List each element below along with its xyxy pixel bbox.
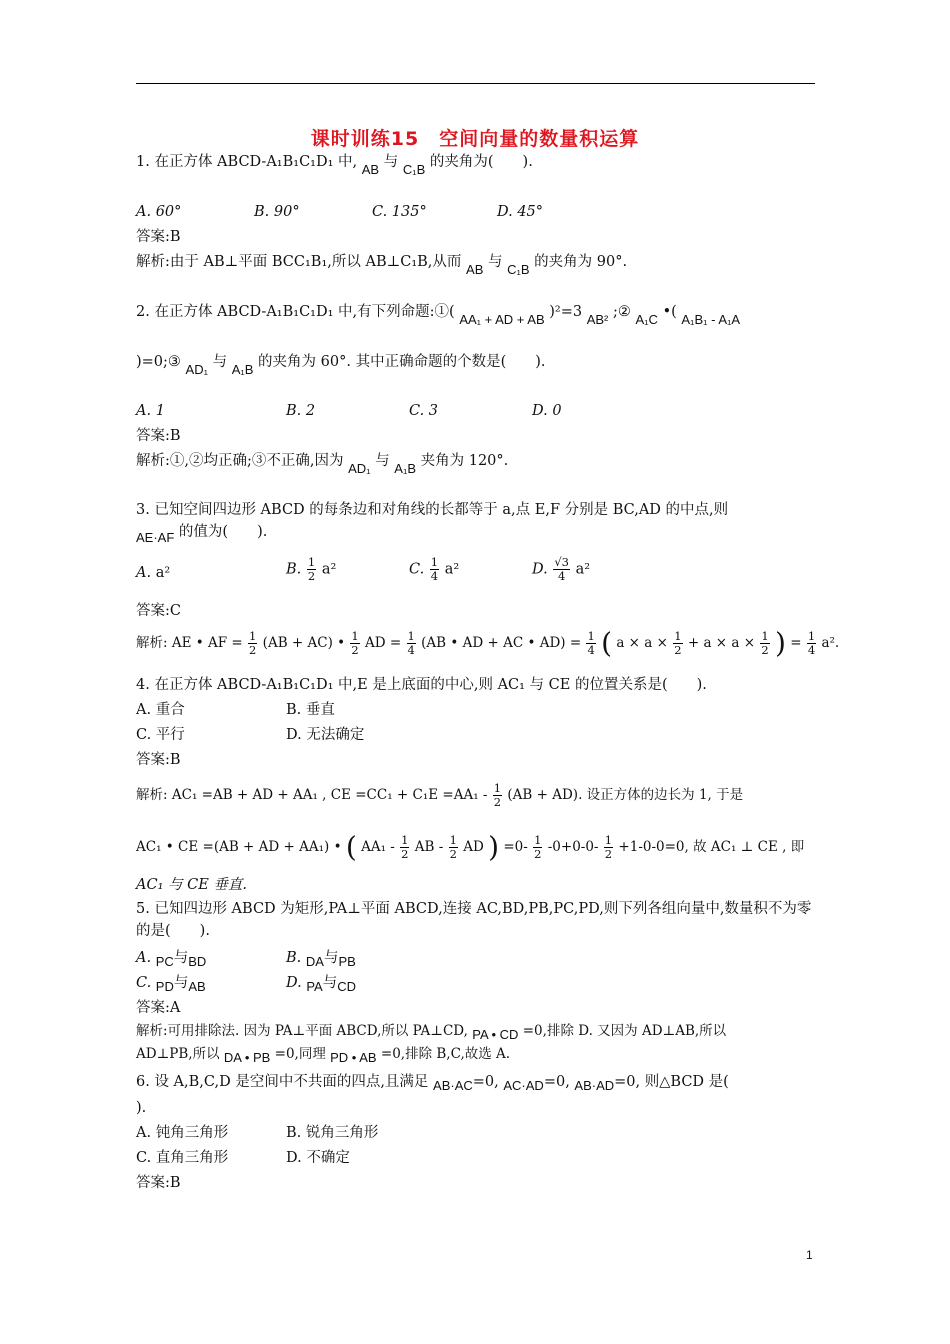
q4-answer: 答案:B — [136, 752, 181, 768]
q3-explanation: 解析: AE • AF = $\frac{1}{2}$ (AB + AC) • $\frac{1}{2}$ AD = $\frac{1}{4}$ (AB • AD + AC • AD) = $\frac{1}{4}$ ( a × a × $\frac{1}{2}$ + a × a × $\frac{1}{2}$ ) = $\frac{1}{4}$ a². — [136, 626, 840, 660]
q1-option-b: B. 90° — [254, 204, 300, 220]
q5-option-a: A. PC与BD — [136, 950, 207, 969]
q6-option-a: A. 钝角三角形 — [136, 1125, 229, 1141]
q3-option-b: B. $\frac{1}{2}$ a² — [286, 555, 337, 583]
q4-option-c: C. 平行 — [136, 727, 185, 743]
q6-option-d: D. 不确定 — [286, 1150, 350, 1166]
q3-option-a: A. a² — [136, 565, 171, 581]
q2-explanation: 解析:①,②均正确;③不正确,因为 AD₁ 与 A₁B 夹角为 120°. — [136, 453, 509, 476]
q1-stem: 1. 在正方体 ABCD-A₁B₁C₁D₁ 中, AB 与 C₁B 的夹角为( ). — [136, 154, 533, 177]
q2-stem-line1: 2. 在正方体 ABCD-A₁B₁C₁D₁ 中,有下列命题:①( AA₁ + AD + AB )²=3 AB² ;② A₁C •( A₁B₁ - A₁A — [136, 304, 741, 327]
q4-explanation-line3: AC₁ 与 CE 垂直. — [136, 877, 247, 893]
page-number: 1 — [806, 1248, 813, 1262]
q4-stem: 4. 在正方体 ABCD-A₁B₁C₁D₁ 中,E 是上底面的中心,则 AC₁ 与 CE 的位置关系是( ). — [136, 677, 707, 693]
q3-option-c: C. $\frac{1}{4}$ a² — [409, 555, 460, 583]
q2-answer: 答案:B — [136, 428, 181, 444]
q5-option-b: B. DA与PB — [286, 950, 356, 969]
q5-answer: 答案:A — [136, 1000, 181, 1016]
q3-stem-line2: AE·AF 的值为( ). — [136, 524, 268, 545]
q4-option-a: A. 重合 — [136, 702, 185, 718]
q2-option-c: C. 3 — [409, 403, 439, 419]
page-title: 课时训练15 空间向量的数量积运算 — [310, 128, 640, 150]
q1-option-c: C. 135° — [372, 204, 427, 220]
q2-option-a: A. 1 — [136, 403, 165, 419]
q6-answer: 答案:B — [136, 1175, 181, 1191]
q4-option-b: B. 垂直 — [286, 702, 335, 718]
q6-option-b: B. 锐角三角形 — [286, 1125, 379, 1141]
q6-option-c: C. 直角三角形 — [136, 1150, 229, 1166]
q5-stem: 5. 已知四边形 ABCD 为矩形,PA⊥平面 ABCD,连接 AC,BD,PB,PC,PD,则下列各组向量中,数量积不为零的是( ). — [136, 901, 812, 939]
q4-option-d: D. 无法确定 — [286, 727, 365, 743]
q3-answer: 答案:C — [136, 603, 181, 619]
q6-stem-line1: 6. 设 A,B,C,D 是空间中不共面的四点,且满足 AB·AC=0, AC·AD=0, AB·AD=0, 则△BCD 是( — [136, 1074, 729, 1093]
q1-answer: 答案:B — [136, 229, 181, 245]
q2-option-b: B. 2 — [286, 403, 316, 419]
q4-explanation-line2: AC₁ • CE =(AB + AD + AA₁) • ( AA₁ - $\frac{1}{2}$ AB - $\frac{1}{2}$ AD ) =0- $\frac{1}{2}$ -0+0-0- $\frac{1}{2}$ +1-0-0=0, 故 AC₁ ⊥ CE , 即 — [136, 830, 805, 864]
q3-stem-line1: 3. 已知空间四边形 ABCD 的每条边和对角线的长都等于 a,点 E,F 分别是 BC,AD 的中点,则 — [136, 502, 729, 518]
q4-explanation-line1: 解析: AC₁ =AB + AD + AA₁ , CE =CC₁ + C₁E =AA₁ - $\frac{1}{2}$ (AB + AD). 设正方体的边长为 1, 于是 — [136, 781, 744, 809]
q5-explanation-line2: AD⊥PB,所以 DA • PB =0,同理 PD • AB =0,排除 B,C,故选 A. — [136, 1046, 511, 1065]
q5-option-d: D. PA与CD — [286, 975, 356, 994]
q1-option-d: D. 45° — [497, 204, 544, 220]
q2-stem-line2: )=0;③ AD₁ 与 A₁B 的夹角为 60°. 其中正确命题的个数是( ). — [136, 354, 546, 377]
q2-option-d: D. 0 — [532, 403, 562, 419]
q5-explanation-line1: 解析:可用排除法. 因为 PA⊥平面 ABCD,所以 PA⊥CD, PA • CD =0,排除 D. 又因为 AD⊥AB,所以 — [136, 1023, 727, 1042]
header-rule — [136, 83, 815, 84]
q1-option-a: A. 60° — [136, 204, 182, 220]
q5-option-c: C. PD与AB — [136, 975, 206, 994]
q6-stem-line2: ). — [136, 1100, 147, 1116]
q1-explanation: 解析:由于 AB⊥平面 BCC₁B₁,所以 AB⊥C₁B,从而 AB 与 C₁B 的夹角为 90°. — [136, 254, 628, 277]
q3-option-d: D. $\frac{√3}{4}$ a² — [532, 555, 591, 583]
